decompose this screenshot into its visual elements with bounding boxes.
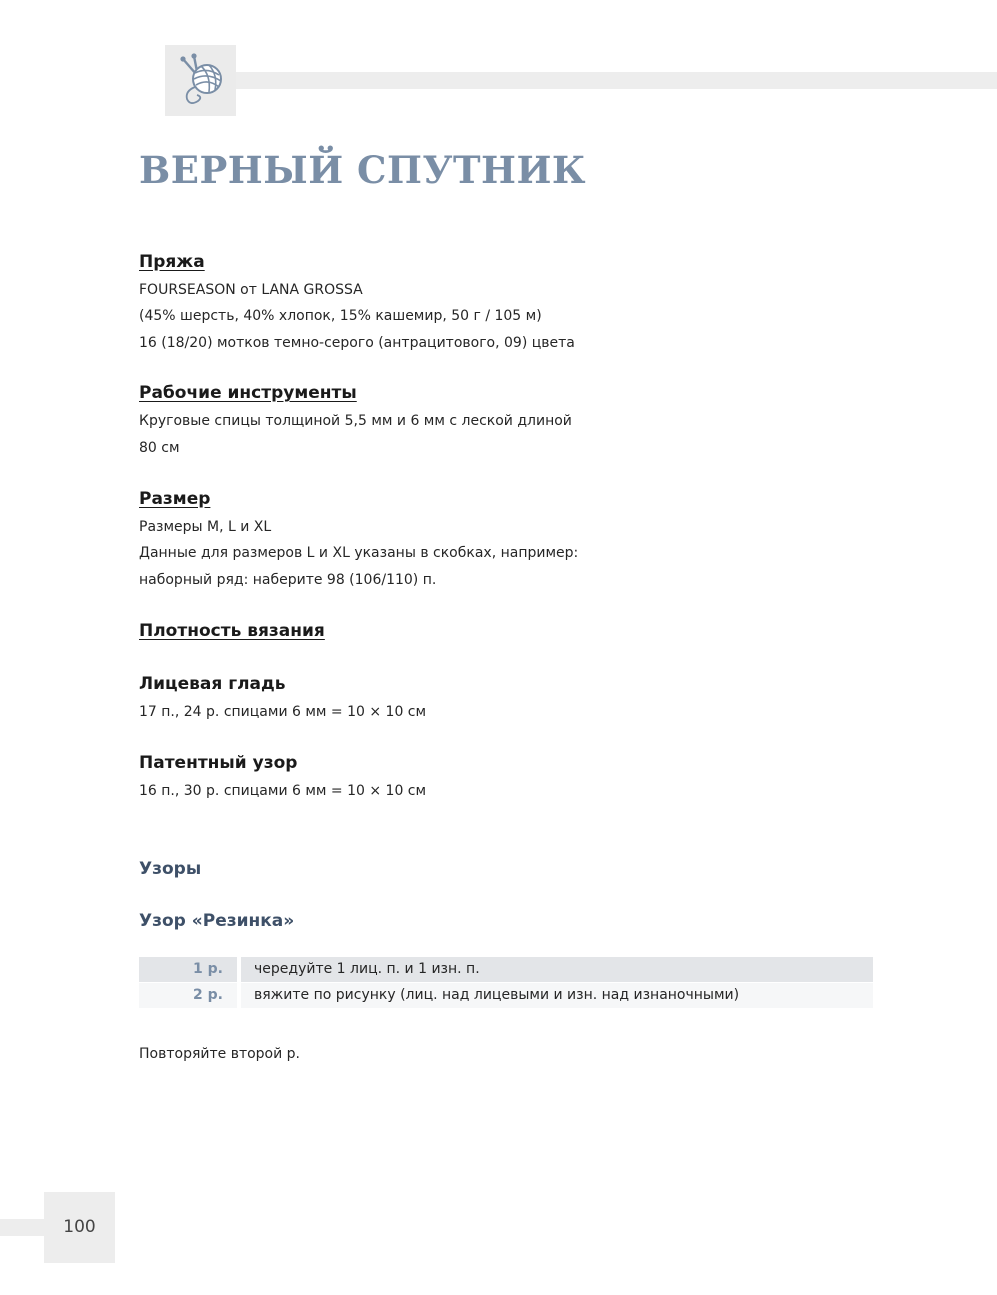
stockinette-heading: Лицевая гладь — [139, 674, 286, 694]
size-line: Данные для размеров L и XL указаны в скобках, например: — [139, 545, 579, 561]
tools-line: Круговые спицы толщиной 5,5 мм и 6 мм с леской длиной — [139, 413, 572, 429]
yarn-line: 16 (18/20) мотков темно-серого (антрацитового, 09) цвета — [139, 335, 575, 351]
yarn-ball-needles-icon — [165, 45, 236, 116]
pattern-row — [139, 983, 873, 1008]
page-number: 100 — [44, 1192, 115, 1263]
gauge-heading: Плотность вязания — [139, 621, 325, 641]
size-line: наборный ряд: наберите 98 (106/110) п. — [139, 572, 437, 588]
size-line: Размеры M, L и XL — [139, 519, 272, 535]
stockinette-gauge: 17 п., 24 р. спицами 6 мм = 10 × 10 см — [139, 704, 427, 720]
tools-heading: Рабочие инструменты — [139, 383, 357, 403]
yarn-line: (45% шерсть, 40% хлопок, 15% кашемир, 50 г / 105 м) — [139, 308, 542, 324]
tools-line: 80 см — [139, 440, 180, 456]
yarn-heading: Пряжа — [139, 252, 205, 272]
patterns-heading: Узоры — [139, 859, 202, 879]
row-instruction: чередуйте 1 лиц. п. и 1 изн. п. — [241, 957, 873, 982]
footer-bar — [0, 1219, 44, 1236]
page-title: ВЕРНЫЙ СПУТНИК — [139, 148, 587, 192]
patent-heading: Патентный узор — [139, 753, 298, 773]
rib-note: Повторяйте второй р. — [139, 1046, 300, 1062]
header-bar — [236, 72, 997, 89]
row-instruction: вяжите по рисунку (лиц. над лицевыми и изн. над изнаночными) — [241, 983, 873, 1008]
patent-gauge: 16 п., 30 р. спицами 6 мм = 10 × 10 см — [139, 783, 427, 799]
rib-pattern-heading: Узор «Резинка» — [139, 911, 295, 931]
pattern-row — [139, 957, 873, 982]
row-number: 2 р. — [139, 983, 237, 1008]
row-number: 1 р. — [139, 957, 237, 982]
size-heading: Размер — [139, 489, 211, 509]
yarn-line: FOURSEASON от LANA GROSSA — [139, 282, 363, 298]
